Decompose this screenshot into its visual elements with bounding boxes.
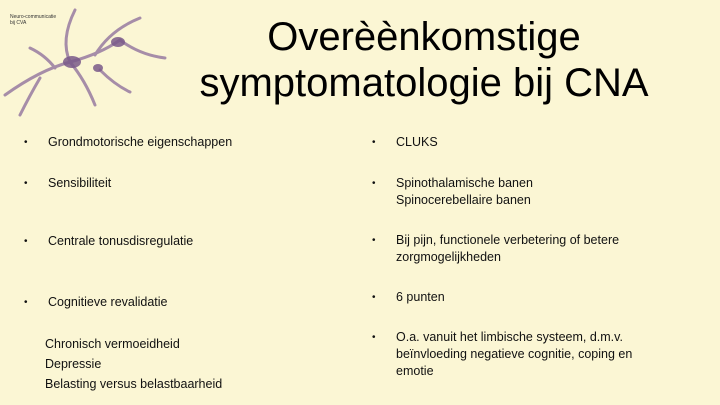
bullet-icon: • xyxy=(24,297,28,308)
right-item-text: CLUKS xyxy=(396,135,438,149)
bullet-icon: • xyxy=(24,178,28,189)
bullet-icon: • xyxy=(372,178,376,189)
right-item-text: Spinothalamische banen Spinocerebellaire banen xyxy=(396,176,533,207)
right-item-text: 6 punten xyxy=(396,290,445,304)
left-item-text: Grondmotorische eigenschappen xyxy=(48,135,233,149)
slide-title: Overèènkomstige symptomatologie bij CNA xyxy=(199,15,649,105)
right-item-text: O.a. vanuit het limbische systeem, d.m.v. beïnvloeding negatieve cognitie, coping en emotie xyxy=(396,330,633,378)
left-list-item xyxy=(24,233,193,250)
bullet-icon: • xyxy=(372,292,376,303)
left-list-item xyxy=(24,294,168,311)
logo-caption: Neuro-communicatie bij CVA xyxy=(10,14,57,26)
left-item-text: Cognitieve revalidatie xyxy=(48,295,168,309)
right-list-item xyxy=(372,175,533,209)
left-extra-notes: Chronisch vermoeidheid Depressie Belasting versus belastbaarheid xyxy=(45,337,223,391)
left-list-item xyxy=(24,175,111,192)
right-list-item xyxy=(372,232,619,266)
bullet-icon: • xyxy=(372,137,376,148)
left-item-text: Centrale tonusdisregulatie xyxy=(48,234,194,248)
bullet-icon: • xyxy=(24,137,28,148)
right-list-item xyxy=(372,134,438,151)
bullet-icon: • xyxy=(372,332,376,343)
left-list-item xyxy=(24,134,232,151)
bullet-icon: • xyxy=(372,235,376,246)
right-list-item xyxy=(372,329,632,380)
bullet-icon: • xyxy=(24,236,28,247)
right-item-text: Bij pijn, functionele verbetering of betere zorgmogelijkheden xyxy=(396,233,620,264)
right-list-item xyxy=(372,289,445,306)
left-item-text: Sensibiliteit xyxy=(48,176,112,190)
